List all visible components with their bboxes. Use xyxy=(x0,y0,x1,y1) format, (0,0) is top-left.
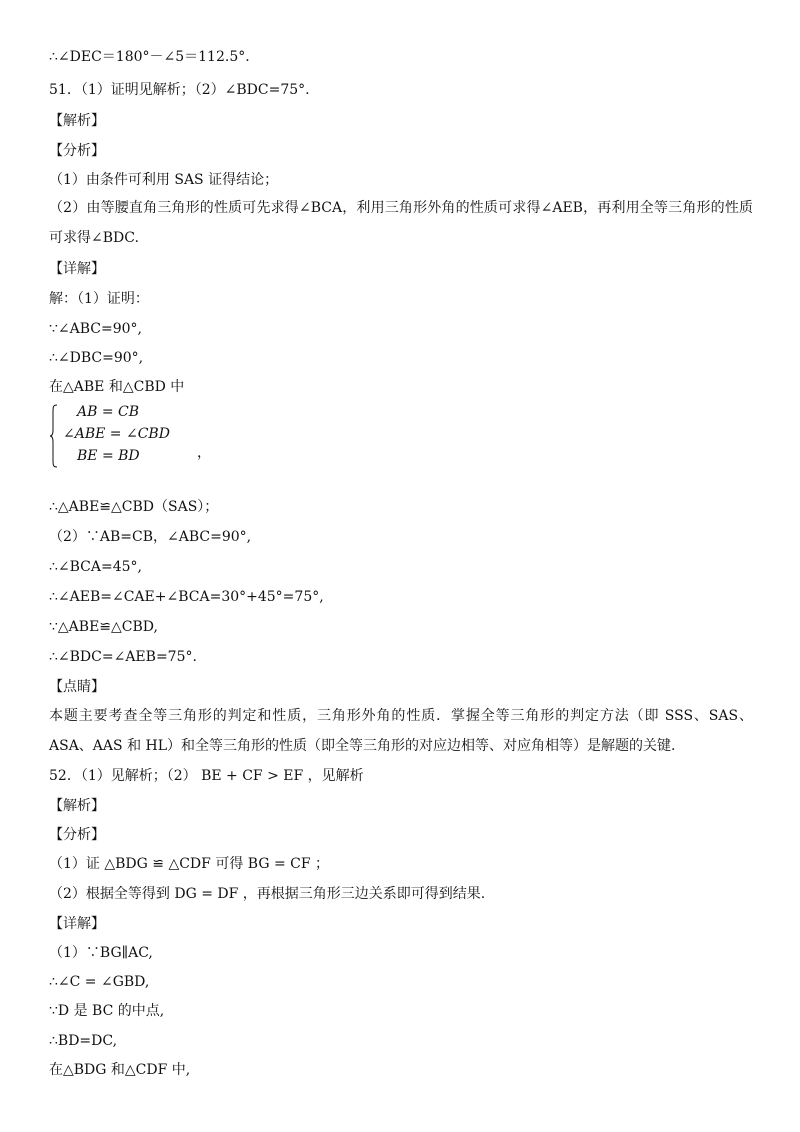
text-line: （2）根据全等得到 DG = DF ，再根据三角形三边关系即可得到结果. xyxy=(49,886,486,902)
text-line: （2）∵AB=CB，∠ABC=90°, xyxy=(49,529,252,545)
text-line: ∴∠DBC=90°, xyxy=(49,350,144,366)
text-line: 在△ABE 和△CBD 中 xyxy=(49,379,185,395)
section-label-xiangjie: 【详解】 xyxy=(49,916,105,932)
text-line: ∴∠C = ∠GBD, xyxy=(49,974,150,990)
section-label-xiangjie: 【详解】 xyxy=(49,261,105,277)
section-label-jiexi: 【解析】 xyxy=(49,798,105,814)
equation-row: BE = BD xyxy=(77,448,140,464)
equation-tail: ， xyxy=(197,445,211,461)
text-paragraph: （2）由等腰直角三角形的性质可先求得∠BCA，利用三角形外角的性质可求得∠AEB，再利用全等三角形的性质可求得∠BDC. xyxy=(49,200,753,246)
section-label-fenxi: 【分析】 xyxy=(49,143,105,159)
text-line: ∴△ABE≌△CBD（SAS）； xyxy=(49,499,219,515)
text-line: ∵△ABE≌△CBD, xyxy=(49,619,158,635)
text-line: 解：（1）证明： xyxy=(49,291,149,307)
text-line: ∴BD=DC, xyxy=(49,1033,118,1049)
answer-52-heading: 52．（1）见解析；（2） BE + CF > EF ，见解析 xyxy=(49,768,364,784)
text-line: ∵D 是 BC 的中点, xyxy=(49,1003,165,1019)
text-line: （1）∵BG∥AC, xyxy=(49,945,153,961)
equation-row: ∠ABE = ∠CBD xyxy=(63,426,170,442)
text-line: ∴∠AEB=∠CAE+∠BCA=30°+45°=75°, xyxy=(49,589,324,605)
section-label-dianjing: 【点睛】 xyxy=(49,679,105,695)
text-line: 在△BDG 和△CDF 中, xyxy=(49,1062,191,1078)
text-line: ∵∠ABC=90°, xyxy=(49,321,143,337)
left-brace-icon xyxy=(49,404,58,468)
text-line: ∴∠BDC=∠AEB=75°. xyxy=(49,649,197,665)
equation-system xyxy=(49,404,249,470)
section-label-fenxi: 【分析】 xyxy=(49,827,105,843)
equation-row: AB = CB xyxy=(77,404,140,420)
answer-51-heading: 51．（1）证明见解析；（2）∠BDC=75°. xyxy=(49,82,310,98)
text-paragraph: 本题主要考查全等三角形的判定和性质，三角形外角的性质．掌握全等三角形的判定方法（即 SSS、SAS、ASA、AAS 和 HL）和全等三角形的性质（即全等三角形的对应边相等、对应角相等）是解题的关键. xyxy=(49,708,753,754)
text-line: ∴∠BCA=45°, xyxy=(49,559,143,575)
text-line: （1）证 △BDG ≌ △CDF 可得 BG = CF ； xyxy=(49,856,330,872)
section-label-jiexi: 【解析】 xyxy=(49,113,105,129)
text-line: ∴∠DEC＝180°－∠5＝112.5°. xyxy=(49,49,250,65)
text-line: （1）由条件可利用 SAS 证得结论； xyxy=(49,172,279,188)
